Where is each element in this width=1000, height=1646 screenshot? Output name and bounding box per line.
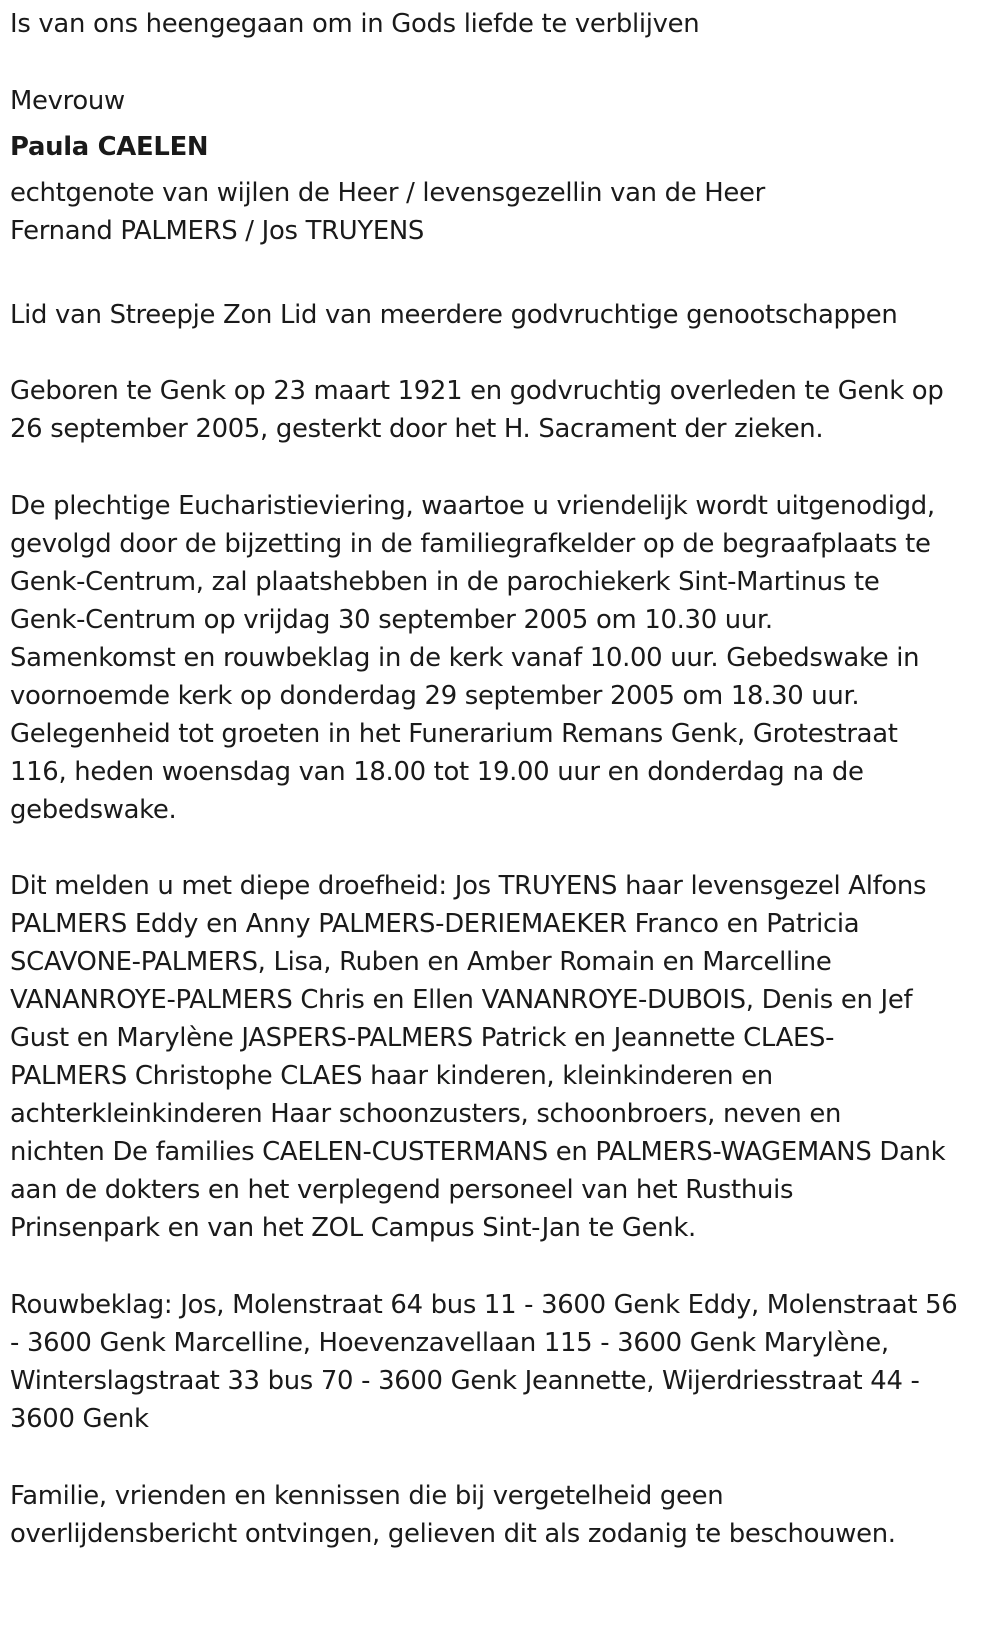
family-line: Prinsenpark en van het ZOL Campus Sint-Jan te Genk. bbox=[10, 1213, 696, 1243]
membership-text bbox=[10, 296, 995, 334]
family-line: Dit melden u met diepe droefheid: Jos TRUYENS haar levensgezel Alfons bbox=[10, 871, 927, 901]
family-line: SCAVONE-PALMERS, Lisa, Ruben en Amber Romain en Marcelline bbox=[10, 947, 832, 977]
closing-text bbox=[10, 1477, 995, 1553]
ceremony-line: Genk-Centrum, zal plaatshebben in de parochiekerk Sint-Martinus te bbox=[10, 567, 880, 597]
relation-line: echtgenote van wijlen de Heer / levensgezellin van de Heer bbox=[10, 178, 765, 208]
intro-text bbox=[10, 5, 995, 43]
closing-line: Familie, vrienden en kennissen die bij vergetelheid geen bbox=[10, 1481, 724, 1511]
ceremony-line: Genk-Centrum op vrijdag 30 september 2005 om 10.30 uur. bbox=[10, 605, 773, 635]
ceremony-line: gevolgd door de bijzetting in de familiegrafkelder op de begraafplaats te bbox=[10, 529, 931, 559]
condolence-line: 3600 Genk bbox=[10, 1404, 149, 1434]
ceremony-line: De plechtige Eucharistieviering, waartoe u vriendelijk wordt uitgenodigd, bbox=[10, 491, 935, 521]
family-line: Gust en Marylène JASPERS-PALMERS Patrick en Jeannette CLAES- bbox=[10, 1023, 835, 1053]
ceremony-text bbox=[10, 487, 995, 829]
relation-text bbox=[10, 174, 995, 250]
family-line: VANANROYE-PALMERS Chris en Ellen VANANROYE-DUBOIS, Denis en Jef bbox=[10, 985, 913, 1015]
title-prefix bbox=[10, 82, 995, 120]
title-prefix-line: Mevrouw bbox=[10, 86, 125, 116]
ceremony-line: 116, heden woensdag van 18.00 tot 19.00 uur en donderdag na de bbox=[10, 757, 864, 787]
family-line: PALMERS Eddy en Anny PALMERS-DERIEMAEKER Franco en Patricia bbox=[10, 909, 860, 939]
deceased-name-line: Paula CAELEN bbox=[10, 132, 209, 162]
condolence-line: Rouwbeklag: Jos, Molenstraat 64 bus 11 - 3600 Genk Eddy, Molenstraat 56 bbox=[10, 1290, 958, 1320]
birth-death-text bbox=[10, 372, 995, 448]
birth-death-line: 26 september 2005, gesterkt door het H. Sacrament der zieken. bbox=[10, 414, 824, 444]
family-line: nichten De families CAELEN-CUSTERMANS en PALMERS-WAGEMANS Dank bbox=[10, 1137, 946, 1167]
ceremony-line: gebedswake. bbox=[10, 795, 177, 825]
ceremony-line: voornoemde kerk op donderdag 29 september 2005 om 18.30 uur. bbox=[10, 681, 860, 711]
family-line: achterkleinkinderen Haar schoonzusters, schoonbroers, neven en bbox=[10, 1099, 842, 1129]
family-line: PALMERS Christophe CLAES haar kinderen, kleinkinderen en bbox=[10, 1061, 773, 1091]
membership-line: Lid van Streepje Zon Lid van meerdere godvruchtige genootschappen bbox=[10, 300, 898, 330]
family-text bbox=[10, 867, 995, 1247]
condolence-text bbox=[10, 1286, 995, 1438]
ceremony-line: Samenkomst en rouwbeklag in de kerk vanaf 10.00 uur. Gebedswake in bbox=[10, 643, 920, 673]
condolence-line: Winterslagstraat 33 bus 70 - 3600 Genk Jeannette, Wijerdriesstraat 44 - bbox=[10, 1366, 920, 1396]
intro-line: Is van ons heengegaan om in Gods liefde te verblijven bbox=[10, 9, 700, 39]
relation-line: Fernand PALMERS / Jos TRUYENS bbox=[10, 216, 425, 246]
condolence-line: - 3600 Genk Marcelline, Hoevenzavellaan 115 - 3600 Genk Marylène, bbox=[10, 1328, 889, 1358]
ceremony-line: Gelegenheid tot groeten in het Funerarium Remans Genk, Grotestraat bbox=[10, 719, 898, 749]
deceased-name bbox=[10, 128, 995, 166]
family-line: aan de dokters en het verplegend personeel van het Rusthuis bbox=[10, 1175, 794, 1205]
closing-line: overlijdensbericht ontvingen, gelieven dit als zodanig te beschouwen. bbox=[10, 1519, 896, 1549]
birth-death-line: Geboren te Genk op 23 maart 1921 en godvruchtig overleden te Genk op bbox=[10, 376, 944, 406]
